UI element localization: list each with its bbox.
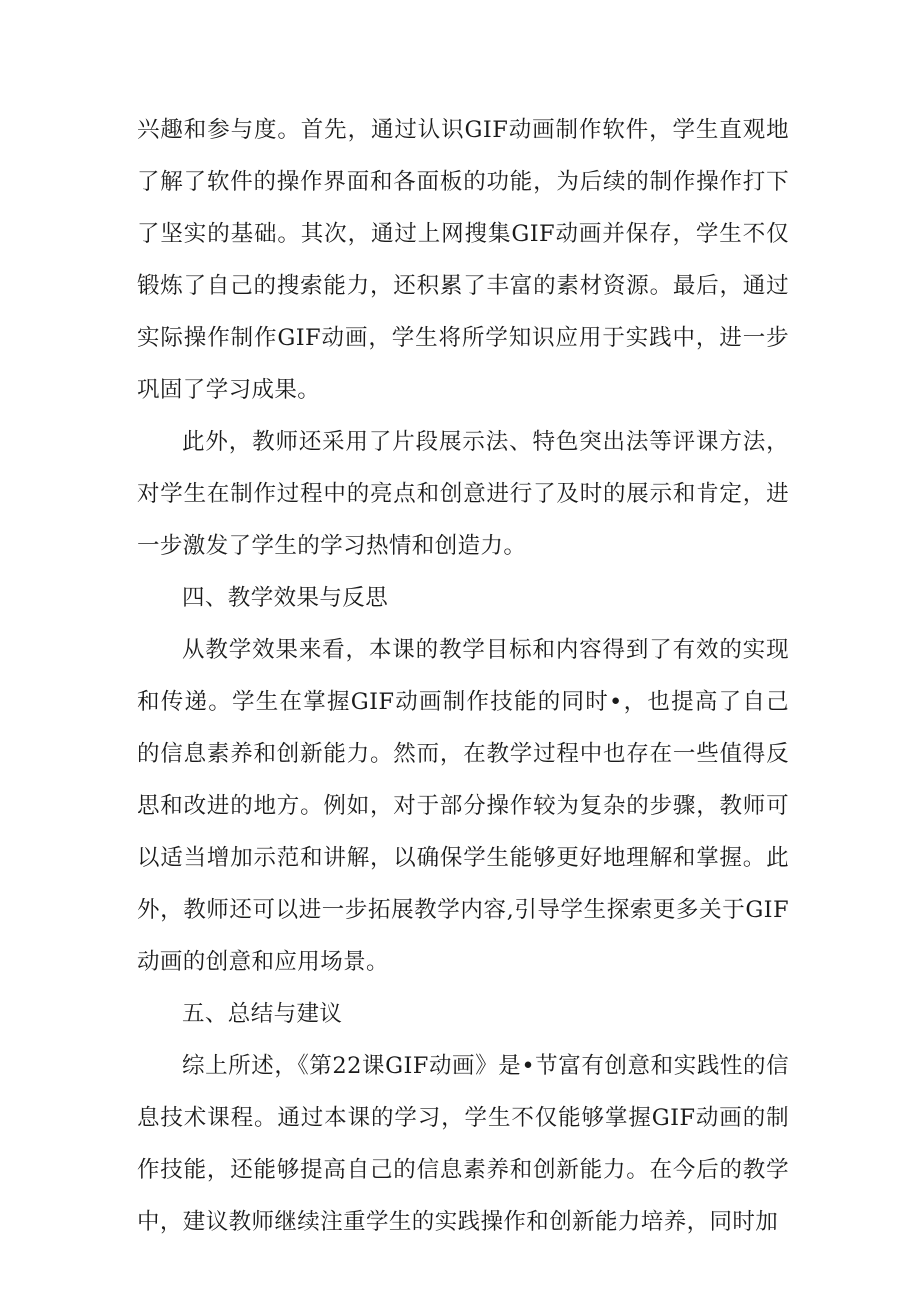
paragraph-intro-continuation: 兴趣和参与度。首先，通过认识GIF动画制作软件，学生直观地了解了软件的操作界面和各面板的功能，为后续的制作操作打下了坚实的基础。其次，通过上网搜集GIF动画并保存，学生不仅锻炼了自己的搜索能力，还积累了丰富的素材资源。最后，通过实际操作制作GIF动画，学生将所学知识应用于实践中，进一步巩固了学习成果。 (137, 117, 789, 403)
section-heading-effect-reflection: 四、教学效果与反思 (182, 585, 389, 611)
paragraph-summary: 综上所述，《第22课GIF动画》是•节富有创意和实践性的信息技术课程。通过本课的学习，学生不仅能够掌握GIF动画的制作技能，还能够提高自己的信息素养和创新能力。在今后的教学中，建议教师继续注重学生的实践操作和创新能力培养，同时加 (137, 1053, 789, 1235)
document-body (137, 104, 789, 1248)
paragraph-teaching-effect: 从教学效果来看，本课的教学目标和内容得到了有效的实现和传递。学生在掌握GIF动画制作技能的同时•，也提高了自己的信息素养和创新能力。然而，在教学过程中也存在一些值得反思和改进的地方。例如，对于部分操作较为复杂的步骤，教师可以适当增加示范和讲解，以确保学生能够更好地理解和掌握。此外，教师还可以进一步拓展教学内容,引导学生探索更多关于GIF动画的创意和应用场景。 (137, 637, 789, 975)
paragraph-evaluation-methods: 此外，教师还采用了片段展示法、特色突出法等评课方法，对学生在制作过程中的亮点和创意进行了及时的展示和肯定，进一步激发了学生的学习热情和创造力。 (137, 429, 789, 559)
section-heading-summary-suggestions: 五、总结与建议 (182, 1001, 343, 1027)
